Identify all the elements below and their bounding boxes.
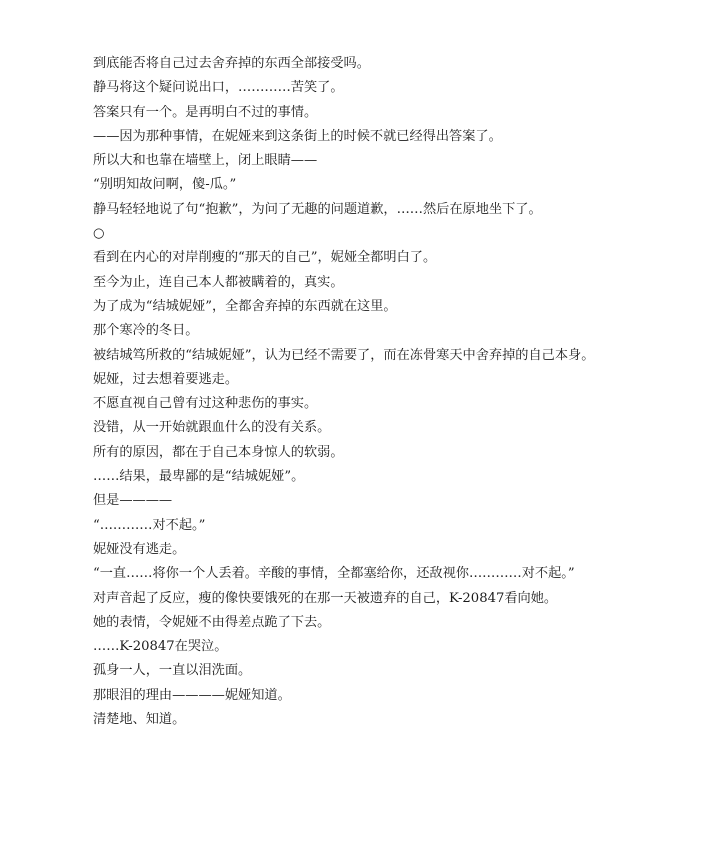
paragraph: ……K-20847在哭泣。 <box>93 639 228 655</box>
paragraph: 至今为止，连自己本人都被瞒着的，真实。 <box>93 274 344 290</box>
paragraph: “…………对不起。” <box>93 517 206 533</box>
paragraph: 但是———— <box>93 493 173 509</box>
paragraph: 那个寒冷的冬日。 <box>93 323 199 339</box>
document-body <box>60 54 650 734</box>
paragraph: 为了成为“结城妮娅”，全都舍弃掉的东西就在这里。 <box>93 298 397 314</box>
paragraph: “一直……将你一个人丢着。辛酸的事情，全都塞给你，还敌视你…………对不起。” <box>93 566 575 582</box>
paragraph: ——因为那种事情，在妮娅来到这条街上的时候不就已经得出答案了。 <box>93 128 502 144</box>
paragraph: 妮娅没有逃走。 <box>93 541 186 557</box>
paragraph: 所有的原因，都在于自己本身惊人的软弱。 <box>93 444 344 460</box>
section-separator: ○ <box>93 226 105 242</box>
paragraph: 她的表情，令妮娅不由得差点跪了下去。 <box>93 614 331 630</box>
paragraph: 被结城笃所救的“结城妮娅”，认为已经不需要了，而在冻骨寒天中舍弃掉的自己本身。 <box>93 347 595 363</box>
paragraph: 对声音起了反应，瘦的像快要饿死的在那一天被遗弃的自己，K-20847看向她。 <box>93 590 558 606</box>
paragraph: 孤身一人，一直以泪洗面。 <box>93 663 252 679</box>
paragraph: “别明知故问啊，傻-瓜。” <box>93 177 237 193</box>
paragraph: 清楚地、知道。 <box>93 712 186 728</box>
paragraph: 不愿直视自己曾有过这种悲伤的事实。 <box>93 396 318 412</box>
paragraph: 没错，从一开始就跟血什么的没有关系。 <box>93 420 331 436</box>
paragraph: ……结果，最卑鄙的是“结城妮娅”。 <box>93 469 305 485</box>
paragraph: 那眼泪的理由————妮娅知道。 <box>93 687 291 703</box>
paragraph: 到底能否将自己过去舍弃掉的东西全部接受吗。 <box>93 56 370 71</box>
paragraph: 静马将这个疑问说出口，…………苦笑了。 <box>93 80 344 96</box>
paragraph: 看到在内心的对岸削瘦的“那天的自己”，妮娅全都明白了。 <box>93 250 437 266</box>
paragraph: 所以大和也靠在墙壁上，闭上眼睛—— <box>93 153 318 169</box>
paragraph: 妮娅，过去想着要逃走。 <box>93 371 239 387</box>
paragraph: 静马轻轻地说了句“抱歉”，为问了无趣的问题道歉，……然后在原地坐下了。 <box>93 201 542 217</box>
paragraph: 答案只有一个。是再明白不过的事情。 <box>93 104 318 120</box>
